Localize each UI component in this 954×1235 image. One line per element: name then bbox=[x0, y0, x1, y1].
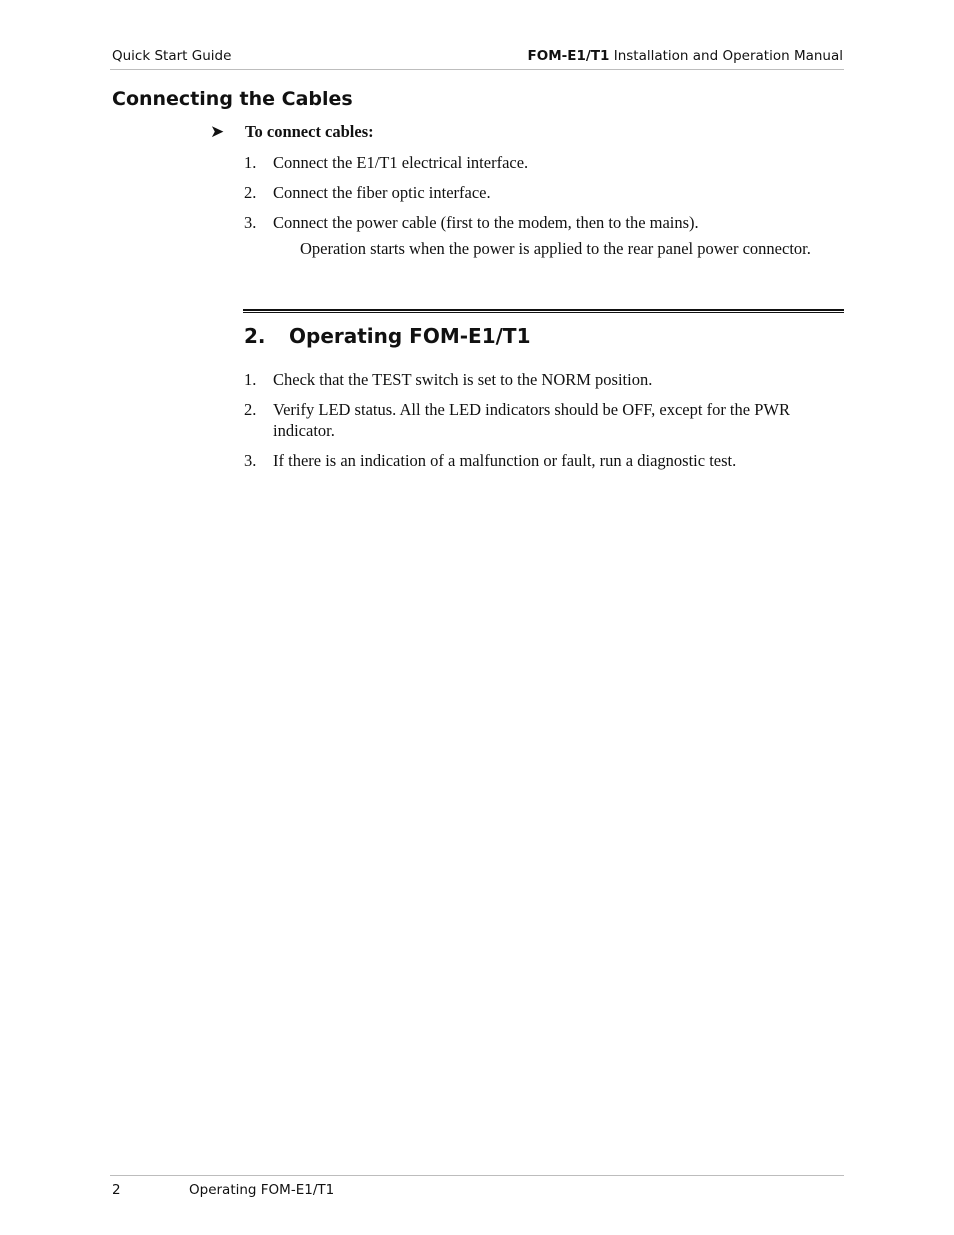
step-number: 1. bbox=[244, 370, 257, 389]
list-item bbox=[244, 182, 844, 203]
arrow-right-icon: ➤ bbox=[210, 122, 225, 141]
operating-steps-list bbox=[244, 369, 844, 480]
list-item bbox=[244, 399, 844, 441]
running-header bbox=[112, 48, 843, 68]
header-manual-title bbox=[528, 48, 843, 64]
chapter-title: Operating FOM-E1/T1 bbox=[289, 324, 531, 348]
procedure-label: To connect cables: bbox=[245, 122, 374, 141]
header-divider bbox=[110, 69, 844, 70]
list-item bbox=[244, 450, 844, 471]
list-item bbox=[244, 369, 844, 390]
page-number: 2 bbox=[112, 1182, 121, 1198]
running-footer bbox=[112, 1182, 843, 1202]
section-heading: Connecting the Cables bbox=[112, 88, 353, 110]
step-text: Connect the fiber optic interface. bbox=[273, 183, 491, 202]
step-number: 2. bbox=[244, 183, 257, 202]
chapter-heading bbox=[244, 324, 530, 348]
chapter-divider bbox=[243, 309, 844, 313]
header-product-name: FOM-E1/T1 bbox=[527, 48, 610, 64]
footer-divider bbox=[110, 1175, 844, 1176]
step-text: Connect the power cable (first to the modem, then to the mains). bbox=[273, 213, 699, 232]
header-manual-name: Installation and Operation Manual bbox=[609, 48, 843, 64]
header-guide-name: Quick Start Guide bbox=[112, 48, 232, 64]
list-item bbox=[244, 212, 844, 259]
step-text: Connect the E1/T1 electrical interface. bbox=[273, 153, 529, 172]
chapter-number: 2. bbox=[244, 324, 266, 348]
step-number: 1. bbox=[244, 153, 257, 172]
footer-chapter-title: Operating FOM-E1/T1 bbox=[189, 1182, 335, 1198]
step-number: 3. bbox=[244, 213, 257, 232]
step-note: Operation starts when the power is applied to the rear panel power connector. bbox=[300, 239, 811, 258]
step-text: Verify LED status. All the LED indicators should be OFF, except for the PWR indicator. bbox=[273, 400, 790, 440]
step-number: 3. bbox=[244, 451, 257, 470]
connect-steps-list bbox=[244, 152, 844, 268]
step-number: 2. bbox=[244, 400, 257, 419]
step-text: Check that the TEST switch is set to the NORM position. bbox=[273, 370, 653, 389]
list-item bbox=[244, 152, 844, 173]
step-text: If there is an indication of a malfunction or fault, run a diagnostic test. bbox=[273, 451, 737, 470]
